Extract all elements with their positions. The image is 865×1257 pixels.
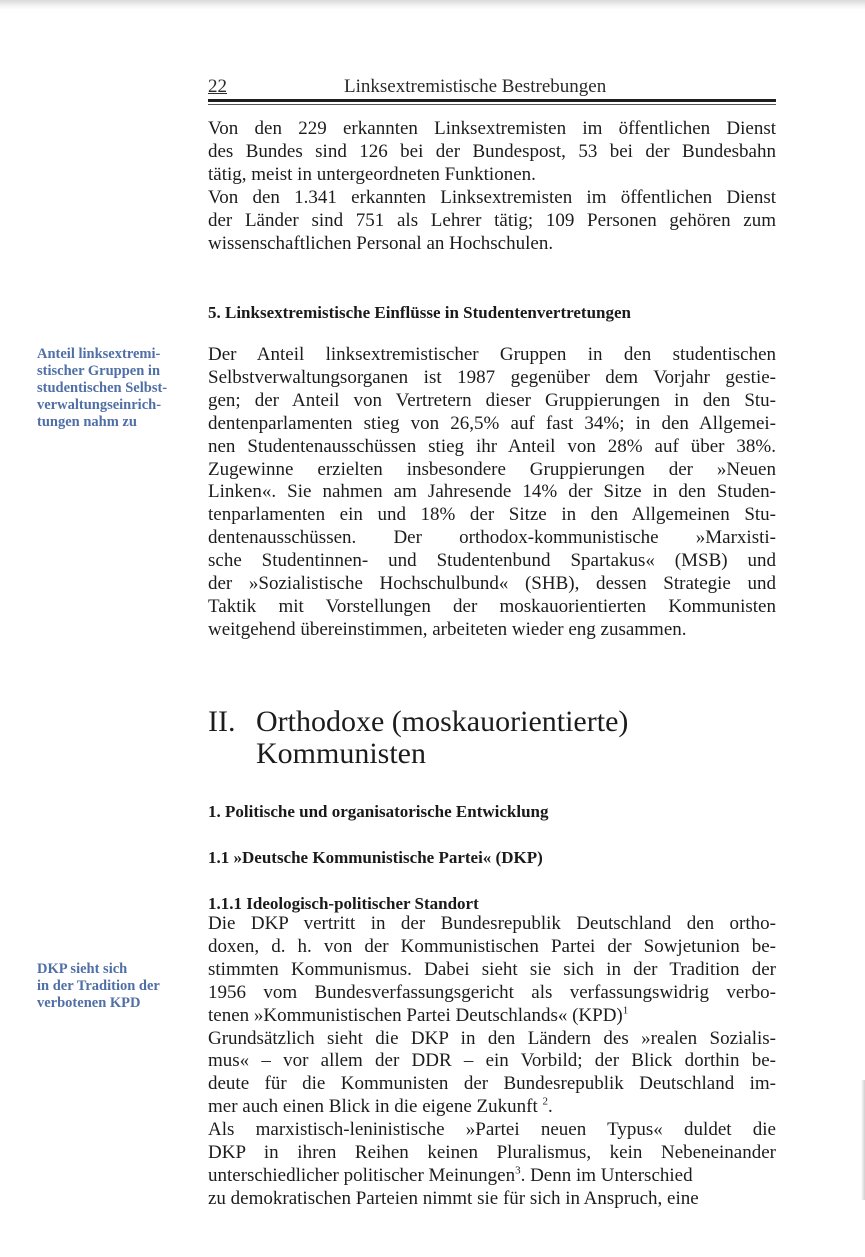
intro-paragraph: [208, 118, 776, 255]
text-line: der Länder sind 751 als Lehrer tätig; 109 Personen gehören zum: [208, 209, 776, 231]
margin-note-line: DKP sieht sich: [37, 961, 128, 977]
line-text: unterschiedlicher politischer Meinungen: [208, 1164, 516, 1186]
text-line: des Bundes sind 126 bei der Bundespost, 53 bei der Bundesbahn: [208, 140, 776, 162]
text-line: Selbstverwaltungsorganen ist 1987 gegenüber dem Vorjahr gestie-: [208, 366, 776, 388]
text-line: sche Studentinnen- und Studentenbund Spartakus« (MSB) und: [208, 550, 776, 572]
section-5-paragraph: [208, 344, 776, 642]
text-line: Die DKP vertritt in der Bundesrepublik Deutschland den ortho-: [208, 913, 776, 934]
line-text: mer auch einen Blick in die eigene Zukunft: [208, 1096, 538, 1118]
text-line: tätig, meist in untergeordneten Funktionen.: [208, 163, 536, 185]
page-right-edge: [861, 1080, 865, 1200]
text-line: tenparlamenten ein und 18% der Sitze in den Allgemeinen Stu-: [208, 504, 776, 526]
text-line: [208, 1005, 776, 1028]
text-line: Grundsätzlich sieht die DKP in den Ländern des »realen Sozialis-: [208, 1027, 776, 1049]
margin-note-line: tungen nahm zu: [37, 414, 137, 430]
text-line: wissenschaftlichen Personal an Hochschulen.: [208, 232, 554, 254]
footnote-marker: 2: [542, 1095, 548, 1108]
margin-note-line: in der Tradition der: [37, 978, 160, 994]
text-line: stimmten Kommunismus. Dabei sieht sie sich in der Tradition der: [208, 958, 776, 980]
section-1-1-heading: 1.1 »Deutsche Kommunistische Partei« (DKP): [208, 848, 543, 867]
chapter-title-line-1: Orthodoxe (moskauorientierte): [256, 705, 629, 738]
margin-note-dkp-tradition: [37, 961, 187, 1012]
text-line: Linken«. Sie nahmen am Jahresende 14% der Sitze in den Studen-: [208, 481, 776, 503]
text-line: zu demokratischen Parteien nimmt sie für sich in Anspruch, eine: [208, 1187, 699, 1209]
section-5-heading: 5. Linksextremistische Einflüsse in Studentenvertretungen: [208, 303, 631, 322]
margin-note-line: studentischen Selbst-: [37, 380, 168, 396]
margin-note-student-groups: [37, 346, 187, 431]
margin-note-line: verwaltungseinrich-: [37, 397, 162, 413]
text-line: doxen, d. h. von der Kommunistischen Partei der Sowjetunion be-: [208, 935, 776, 957]
text-line: mus« – vor allem der DDR – ein Vorbild; der Blick dorthin be-: [208, 1050, 776, 1072]
section-1-1-1-heading: 1.1.1 Ideologisch-politischer Standort: [208, 894, 479, 913]
header-rule: [208, 99, 776, 102]
section-1-heading: 1. Politische und organisatorische Entwicklung: [208, 802, 549, 821]
margin-note-line: verbotenen KPD: [37, 995, 141, 1011]
text-line: dentenparlamenten stieg von 26,5% auf fast 34%; in den Allgemei-: [208, 412, 776, 434]
text-line: der »Sozialistische Hochschulbund« (SHB), dessen Strategie und: [208, 573, 776, 595]
text-line: Zugewinne erzielten insbesondere Gruppierungen der »Neuen: [208, 458, 776, 480]
text-line: weitgehend übereinstimmen, arbeiteten wieder eng zusammen.: [208, 618, 687, 640]
text-line: gen; der Anteil von Vertretern dieser Gruppierungen in den Stu-: [208, 389, 776, 411]
chapter-numeral: II.: [208, 705, 236, 738]
text-line: Von den 229 erkannten Linksextremisten im öffentlichen Dienst: [208, 118, 776, 139]
footnote-marker: 3: [515, 1164, 521, 1177]
header-rule-thin: [208, 104, 776, 105]
footnote-marker: 1: [622, 1004, 629, 1017]
section-1-1-1-paragraph: [208, 913, 776, 1211]
line-text: . Denn im Unterschied: [520, 1164, 693, 1186]
text-line: [208, 1165, 776, 1188]
text-line: [208, 1096, 776, 1119]
running-head: [208, 76, 776, 98]
text-line: dentenausschüssen. Der orthodox-kommunistische »Marxisti-: [208, 527, 776, 549]
chapter-title-line-2: Kommunisten: [256, 737, 426, 770]
running-head-title: Linksextremistische Bestrebungen: [344, 76, 607, 97]
text-line: Taktik mit Vorstellungen der moskauorientierten Kommunisten: [208, 595, 776, 617]
text-line: Der Anteil linksextremistischer Gruppen in den studentischen: [208, 344, 776, 365]
text-line: nen Studentenausschüssen stieg ihr Anteil von 28% auf über 38%.: [208, 435, 776, 457]
text-line: 1956 vom Bundesverfassungsgericht als verfassungswidrig verbo-: [208, 981, 776, 1003]
text-line: DKP in ihren Reihen keinen Pluralismus, kein Nebeneinander: [208, 1142, 776, 1164]
text-line: Als marxistisch-leninistische »Partei neuen Typus« duldet die: [208, 1119, 776, 1141]
margin-note-line: stischer Gruppen in: [37, 363, 161, 379]
margin-note-line: Anteil linksextremi-: [37, 346, 161, 362]
text-line: Von den 1.341 erkannten Linksextremisten im öffentlichen Dienst: [208, 186, 776, 208]
line-text: tenen »Kommunistischen Partei Deutschlands« (KPD): [208, 1004, 623, 1026]
text-line: deute für die Kommunisten der Bundesrepublik Deutschland im-: [208, 1073, 776, 1095]
page-top-edge: [0, 0, 865, 10]
line-text: .: [548, 1096, 553, 1118]
page-number: 22: [208, 76, 227, 97]
